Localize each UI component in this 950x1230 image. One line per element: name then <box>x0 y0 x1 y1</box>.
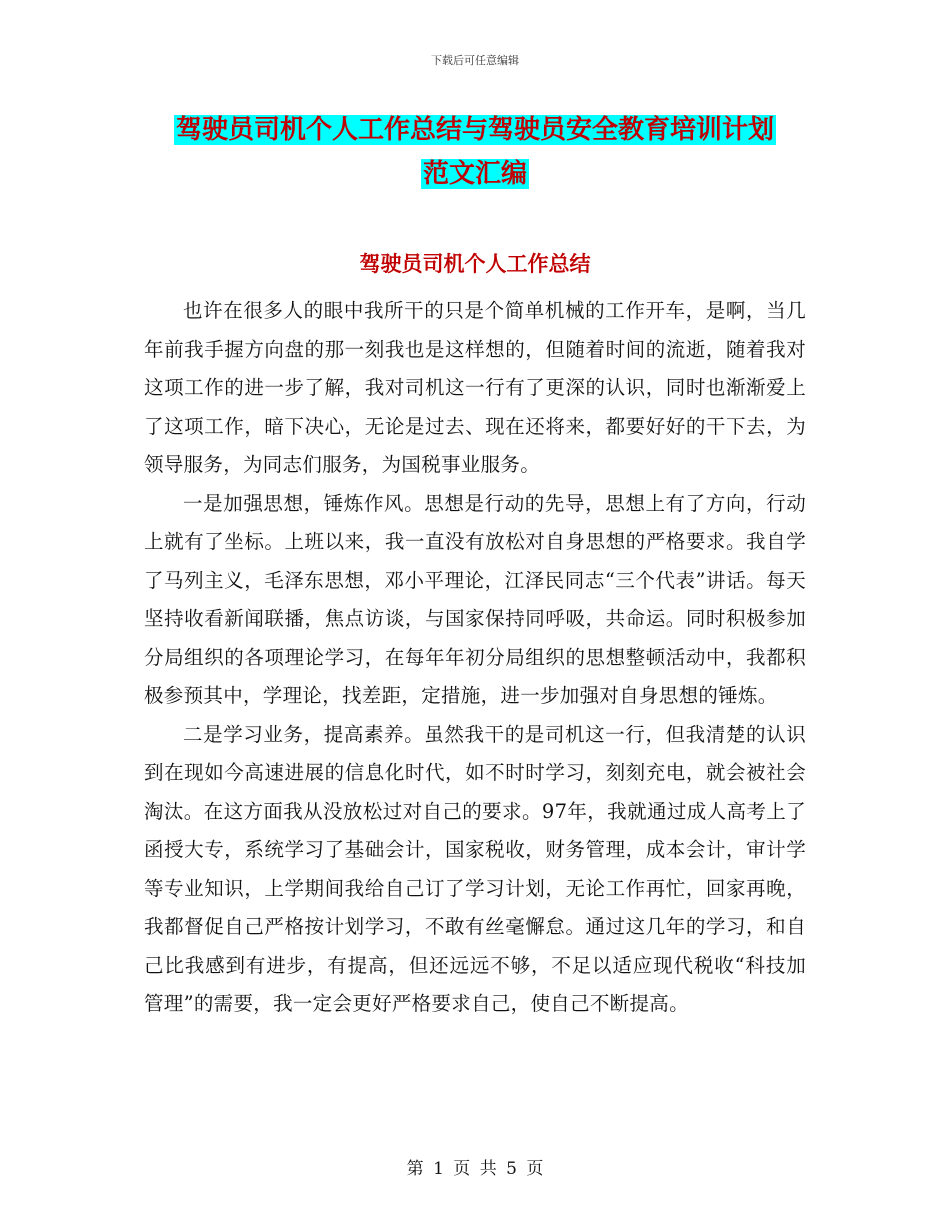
document-title-line-2 <box>150 156 800 192</box>
paragraph-2: 一是加强思想，锤炼作风。思想是行动的先导，思想上有了方向，行动上就有了坐标。上班以来，我一直没有放松对自身思想的严格要求。我自学了马列主义，毛泽东思想，邓小平理论，江泽民同志“三个代表”讲话。每天坚持收看新闻联播，焦点访谈，与国家保持同呼吸，共命运。同时积极参加分局组织的各项理论学习，在每年年初分局组织的思想整顿活动中，我都积极参预其中，学理论，找差距，定措施，进一步加强对自身思想的锤炼。 <box>144 491 806 707</box>
title-text-line-2: 范文汇编 <box>422 159 527 189</box>
document-body <box>144 292 806 1024</box>
title-text-line-1: 驾驶员司机个人工作总结与驾驶员安全教育培训计划 <box>175 115 774 145</box>
document-title-line-1 <box>150 112 800 148</box>
paragraph-3: 二是学习业务，提高素养。虽然我干的是司机这一行，但我清楚的认识到在现如今高速进展的信息化时代，如不时时学习，刻刻充电，就会被社会淘汰。在这方面我从没放松过对自己的要求。97年，我就通过成人高考上了函授大专，系统学习了基础会计，国家税收，财务管理，成本会计，审计学等专业知识，上学期间我给自己订了学习计划，无论工作再忙，回家再晚，我都督促自己严格按计划学习，不敢有丝毫懈怠。通过这几年的学习，和自己比我感到有进步，有提高，但还远远不够，不足以适应现代税收“科技加管理”的需要，我一定会更好严格要求自己，使自己不断提高。 <box>144 722 806 1015</box>
paragraph-1: 也许在很多人的眼中我所干的只是个简单机械的工作开车，是啊，当几年前我手握方向盘的那一刻我也是这样想的，但随着时间的流逝，随着我对这项工作的进一步了解，我对司机这一行有了更深的认识，同时也渐渐爱上了这项工作，暗下决心，无论是过去、现在还将来，都要好好的干下去，为领导服务，为同志们服务，为国税事业服务。 <box>144 299 806 476</box>
section-title: 驾驶员司机个人工作总结 <box>359 252 591 276</box>
page-header-note: 下载后可任意编辑 <box>431 54 519 67</box>
page-footer: 第 1 页 共 5 页 <box>406 1159 544 1179</box>
